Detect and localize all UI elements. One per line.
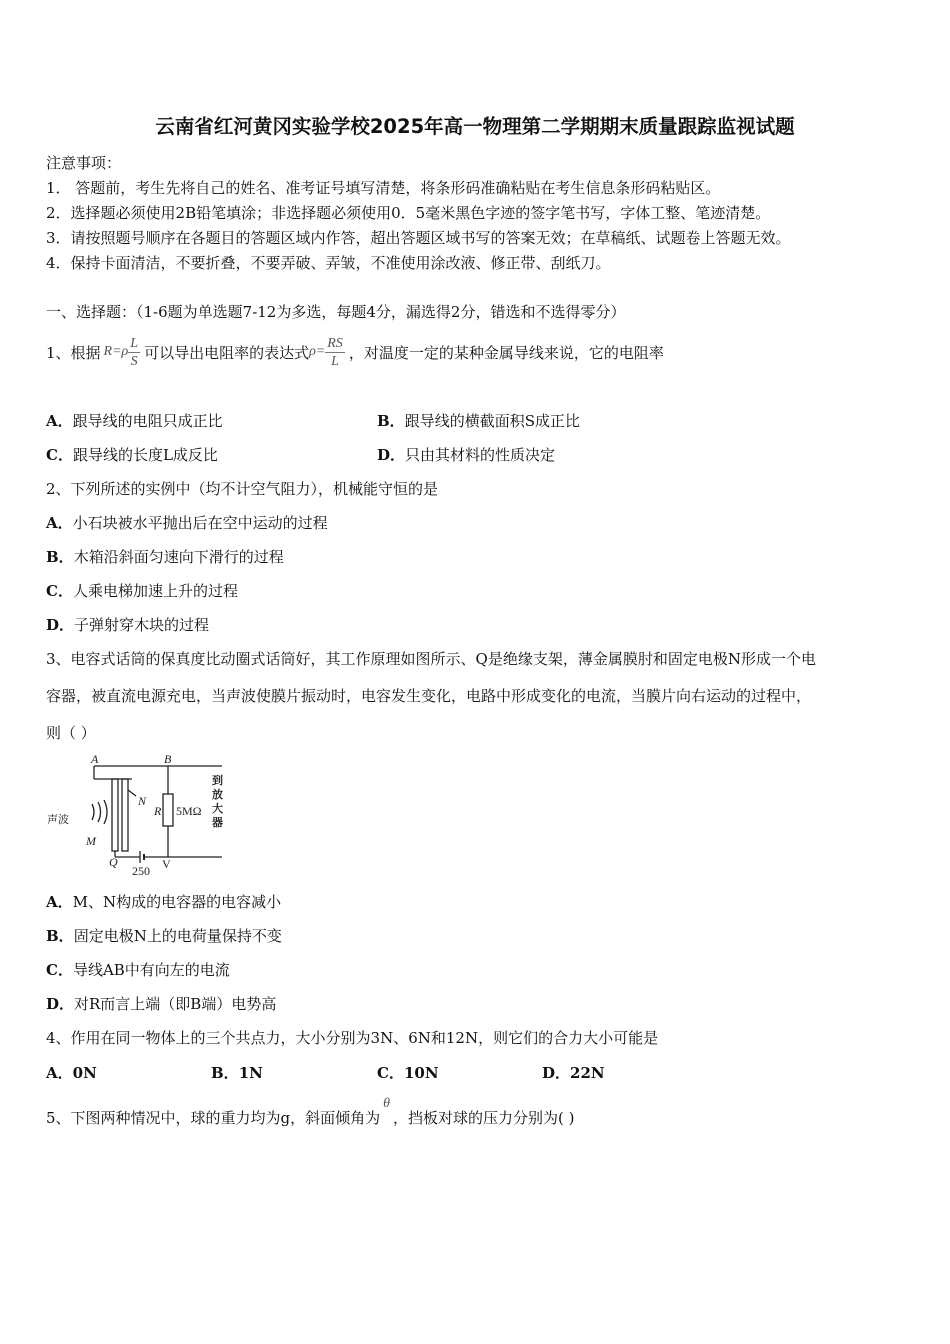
q1-prefix: 1、根据 bbox=[46, 343, 101, 362]
q2-option-d: D．子弹射穿木块的过程 bbox=[46, 616, 210, 634]
label-m: M bbox=[86, 834, 96, 848]
q1-formula2-lhs: ρ= bbox=[309, 344, 326, 359]
q2-option-a: A．小石块被水平抛出后在空中运动的过程 bbox=[46, 514, 328, 532]
q3-option-a: A．M、N构成的电容器的电容减小 bbox=[46, 893, 282, 911]
q1-formula1-lhs: R=ρ bbox=[103, 344, 129, 359]
q4-option-b: B．1N bbox=[211, 1064, 263, 1082]
question-2-stem: 2、下列所述的实例中（均不计空气阻力），机械能守恒的是 bbox=[46, 480, 439, 498]
notice-item-1: 1． 答题前，考生先将自己的姓名、准考证号填写清楚，将条形码准确粘贴在考生信息条形码粘贴区。 bbox=[46, 179, 721, 197]
q1-option-d: D．只由其材料的性质决定 bbox=[377, 446, 556, 464]
q1-option-c: C．跟导线的长度L成反比 bbox=[46, 446, 218, 464]
label-amp-3: 大 bbox=[212, 802, 223, 815]
label-sound-wave: 声波 bbox=[47, 813, 69, 826]
label-r: R bbox=[154, 804, 162, 818]
page-title: 云南省红河黄冈实验学校2025年高一物理第二学期期末质量跟踪监视试题 bbox=[155, 115, 795, 138]
q3-option-b: B．固定电极N上的电荷量保持不变 bbox=[46, 927, 282, 945]
q3-option-c: C．导线AB中有向左的电流 bbox=[46, 961, 230, 979]
q1-option-a: A．跟导线的电阻只成正比 bbox=[46, 412, 223, 430]
membrane-m bbox=[112, 779, 118, 851]
q1-formula2-den: L bbox=[331, 353, 339, 369]
label-a: A bbox=[91, 752, 99, 766]
label-b: B bbox=[164, 752, 172, 766]
q4-option-a: A．0N bbox=[46, 1064, 97, 1082]
q1-formula1-fraction bbox=[128, 335, 140, 370]
q5-theta: θ bbox=[383, 1096, 391, 1111]
q4-option-c: C．10N bbox=[377, 1064, 439, 1082]
notice-item-2: 2．选择题必须使用2B铅笔填涂；非选择题必须使用0．5毫米黑色字迹的签字笔书写，字体工整、笔迹清楚。 bbox=[46, 204, 771, 222]
q1-suffix: ，对温度一定的某种金属导线来说，它的电阻率 bbox=[348, 343, 664, 362]
label-amp-1: 到 bbox=[212, 774, 223, 787]
label-n: N bbox=[138, 794, 147, 808]
q2-option-c: C．人乘电梯加速上升的过程 bbox=[46, 582, 238, 600]
label-q: Q bbox=[109, 855, 118, 869]
condenser-microphone-circuit-diagram bbox=[44, 752, 234, 877]
label-voltage: 250 bbox=[132, 864, 150, 877]
q5-prefix: 5、下图两种情况中，球的重力均为g，斜面倾角为 bbox=[46, 1109, 381, 1127]
label-v: V bbox=[162, 857, 171, 871]
question-3-stem-line-2: 容器，被直流电源充电，当声波使膜片振动时，电容发生变化，电路中形成变化的电流，当膜片向右运动的过程中， bbox=[46, 687, 812, 705]
electrode-n bbox=[122, 779, 128, 851]
notice-item-4: 4．保持卡面清洁，不要折叠，不要弄破、弄皱，不准使用涂改液、修正带、刮纸刀。 bbox=[46, 254, 611, 272]
question-3-stem-line-3: 则（ ） bbox=[46, 724, 96, 742]
q1-formula1-num: L bbox=[130, 335, 139, 351]
q1-formula1-den: S bbox=[130, 353, 138, 369]
label-amp-4: 器 bbox=[212, 816, 223, 829]
question-3-stem-line-1: 3、电容式话筒的保真度比动圈式话筒好，其工作原理如图所示、Q是绝缘支架，薄金属膜肘和固定电极N形成一个电 bbox=[46, 650, 816, 668]
q1-formula2-fraction bbox=[325, 335, 345, 370]
section-heading: 一、选择题：（1-6题为单选题7-12为多选，每题4分，漏选得2分，错选和不选得零分） bbox=[46, 303, 626, 321]
q2-option-b: B．木箱沿斜面匀速向下滑行的过程 bbox=[46, 548, 284, 566]
label-amp-2: 放 bbox=[212, 788, 223, 801]
question-4-stem: 4、作用在同一物体上的三个共点力，大小分别为3N、6N和12N，则它们的合力大小可能是 bbox=[46, 1029, 659, 1047]
question-1-stem bbox=[46, 330, 664, 374]
notice-heading: 注意事项： bbox=[46, 154, 122, 172]
question-5-stem bbox=[46, 1092, 575, 1128]
q1-middle: 可以导出电阻率的表达式 bbox=[144, 343, 310, 362]
q3-option-d: D．对R而言上端（即B端）电势高 bbox=[46, 995, 277, 1013]
q1-formula2-num: RS bbox=[327, 335, 343, 351]
q4-option-d: D．22N bbox=[542, 1064, 605, 1082]
label-resistance: 5MΩ bbox=[176, 804, 202, 818]
notice-item-3: 3．请按照题号顺序在各题目的答题区域内作答，超出答题区域书写的答案无效；在草稿纸、试题卷上答题无效。 bbox=[46, 229, 791, 247]
sound-wave-arc bbox=[92, 804, 94, 820]
q1-option-b: B．跟导线的横截面积S成正比 bbox=[377, 412, 580, 430]
q5-suffix: ，挡板对球的压力分别为( ) bbox=[393, 1109, 575, 1127]
resistor-r bbox=[163, 794, 173, 826]
